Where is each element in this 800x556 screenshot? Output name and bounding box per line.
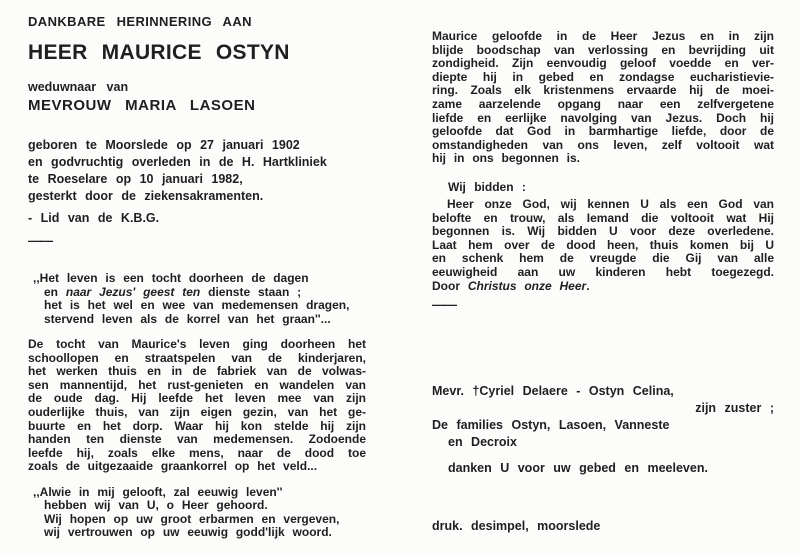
text-line: De tocht van Maurice's leven ging doorheen het	[28, 337, 366, 351]
prayer-heading: Wij bidden :	[448, 179, 526, 194]
quote-text: en	[44, 284, 59, 299]
text-line: zoals de uitgezaaide graankorrel op het veld...	[28, 459, 318, 474]
text-line: Laat hem over de dood heen, thuis komen bij U	[432, 237, 774, 252]
quote-line: ,,Het leven is een tocht doorheen de dagen	[33, 271, 309, 285]
text-line: en schenk hem de vreugde die Gij van alle	[432, 251, 774, 266]
quote-italic-text: naar Jezus' geest ten	[65, 284, 201, 299]
text-line: te Roeselare op 10 januari 1982,	[28, 172, 243, 186]
text-line: eeuwigheid aan uw kinderen hebt toegezegd.	[432, 264, 774, 279]
left-column	[28, 15, 366, 540]
text-line: handen ten dienste van medemensen. Zodoende	[28, 432, 366, 447]
text-line: liefde en eerlijke navolging van Jezus. Doch hij	[432, 110, 774, 125]
quote-line: het is het wel en wee van medemensen dragen,	[44, 298, 350, 312]
text-line: leefde hij, zoals elke mens, naar de dood toe	[28, 445, 366, 460]
prayer-text: .	[586, 278, 590, 293]
quote-line: wij vertrouwen op uw eeuwig godd'lijk woord.	[44, 525, 332, 540]
membership-line: - Lid van de K.B.G.	[28, 211, 160, 225]
text-line: sen mannentijd, het rust-genieten en wandelen van	[28, 377, 366, 392]
text-line: buurte en het dorp. Waar hij kon stelde hij zijn	[28, 418, 366, 433]
prayer-italic-text: Christus onze Heer	[467, 278, 587, 293]
sister-line: Mevr. †Cyriel Delaere - Ostyn Celina,	[432, 384, 674, 399]
spouse-name: MEVROUW MARIA LASOEN	[28, 97, 256, 114]
acknowledgment-block	[432, 383, 774, 477]
text-line: begonnen is. Wij bidden U voor deze overledene.	[432, 224, 774, 239]
thanks-line: danken U voor uw gebed en meeleven.	[448, 461, 708, 476]
quote-line	[44, 286, 366, 300]
text-line: ring. Zoals elk kristenmens ervaarde hij de moei-	[432, 83, 774, 98]
section-divider: ——	[432, 297, 456, 313]
text-line: zame aarzelende opgang naar een zelfvergetene	[432, 96, 774, 111]
text-line: de oude dag. Hij leefde het leven mee van zijn	[28, 391, 366, 406]
text-line: gesterkt door de ziekensakramenten.	[28, 189, 264, 203]
printer-credit: druk. desimpel, moorslede	[432, 519, 601, 534]
text-line: en godvruchtig overleden in de H. Hartkliniek	[28, 155, 327, 169]
right-column	[432, 30, 774, 533]
text-line: hij in ons begonnen is.	[432, 151, 581, 166]
families-line-2: en Decroix	[448, 435, 517, 450]
quote-line: ,,Alwie in mij gelooft, zal eeuwig leven''	[33, 484, 283, 499]
sister-role-line: zijn zuster ;	[695, 401, 774, 416]
text-line: geloofde dat God in barmhartige liefde, door de	[432, 124, 774, 139]
text-line: diepte hij in gebed en zondagse eucharistievie-	[432, 69, 774, 84]
quote-line: stervend leven als de korrel van het graan''...	[44, 311, 331, 326]
text-line: zondigheid. Zijn eenvoudig geloof voedde en ver-	[432, 56, 774, 71]
life-story-paragraph	[28, 338, 366, 474]
text-line	[432, 280, 774, 294]
quote-text: dienste staan ;	[208, 284, 302, 299]
text-line: het werken thuis en in de fabriek van de volwas-	[28, 364, 366, 379]
text-line: Heer onze God, wij kennen U als een God van	[447, 196, 774, 211]
memorial-heading: DANKBARE HERINNERING AAN	[28, 14, 252, 29]
deceased-name: HEER MAURICE OSTYN	[28, 41, 290, 64]
quote-line: Wij hopen op uw groot erbarmen en vergeven,	[44, 511, 340, 526]
relation-line: weduwnaar van	[28, 80, 129, 94]
quote-line: hebben wij van U, o Heer gehoord.	[44, 498, 268, 513]
text-line: belofte en trouw, als Iemand die voltooit wat Hij	[432, 210, 774, 225]
text-line: blijde boodschap van verlossing en bevrijding uit	[432, 42, 774, 57]
text-line: geboren te Moorslede op 27 januari 1902	[28, 138, 300, 152]
prayer-paragraph	[432, 198, 774, 293]
text-line: ouderlijke thuis, van zijn eigen gezin, van het ge-	[28, 404, 366, 419]
text-line: omstandigheden van ons leven, zelf voltooit wat	[432, 137, 774, 152]
families-line: De families Ostyn, Lasoen, Vanneste	[432, 418, 670, 433]
closing-quote-block	[28, 486, 366, 540]
section-divider: ——	[28, 233, 52, 248]
vitals-block	[28, 137, 366, 205]
prayer-text: Door	[432, 278, 460, 293]
faith-paragraph	[432, 30, 774, 166]
text-line: schoollopen en straatspelen van de kinderjaren,	[28, 350, 366, 365]
opening-quote-block	[28, 272, 366, 326]
text-line: Maurice geloofde in de Heer Jezus en in zijn	[432, 29, 774, 43]
